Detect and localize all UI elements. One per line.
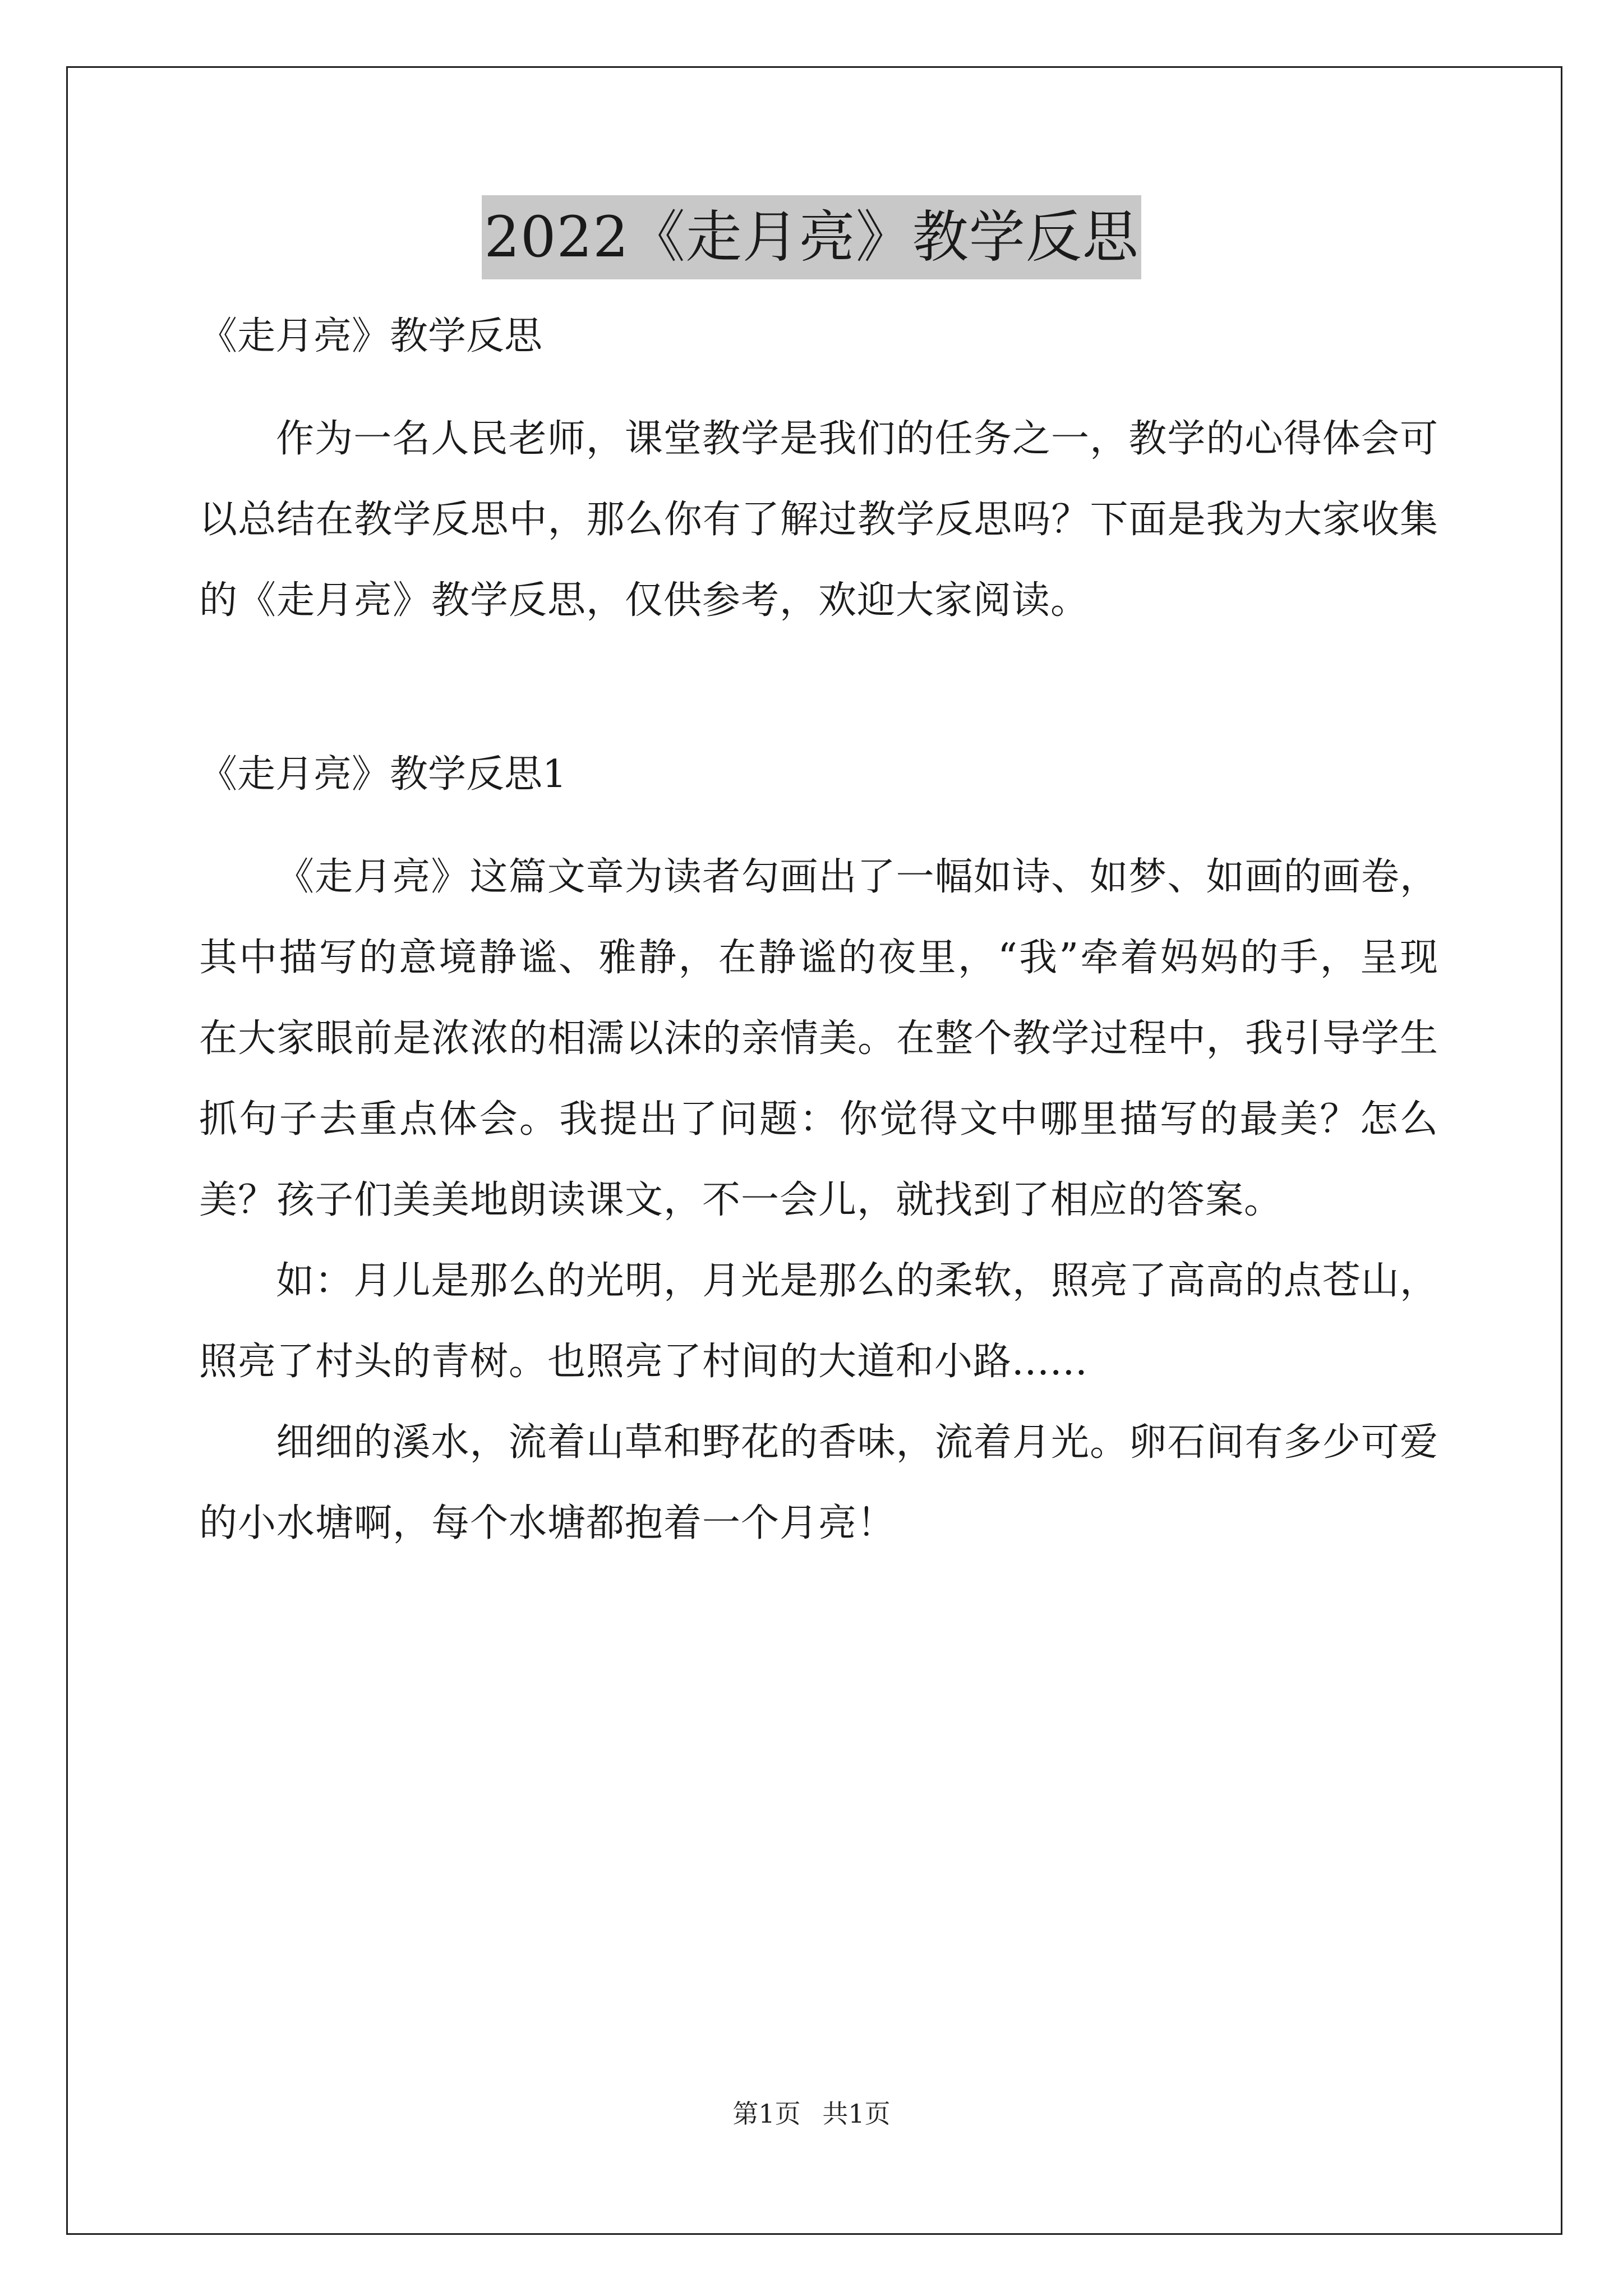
body-paragraph: 如：月儿是那么的光明，月光是那么的柔软，照亮了高高的点苍山，照亮了村头的青树。也照亮了村间的大道和小路...... [199, 1259, 1438, 1384]
subtitle-heading: 《走月亮》教学反思 [199, 314, 543, 358]
intro-paragraph: 作为一名人民老师，课堂教学是我们的任务之一，教学的心得体会可以总结在教学反思中，那么你有了解过教学反思吗？下面是我为大家收集的《走月亮》教学反思，仅供参考，欢迎大家阅读。 [199, 417, 1438, 623]
section-heading: 《走月亮》教学反思1 [199, 752, 567, 797]
body-paragraph: 细细的溪水，流着山草和野花的香味，流着月光。卵石间有多少可爱的小水塘啊，每个水塘都抱着一个月亮！ [199, 1420, 1438, 1545]
body-paragraph: 《走月亮》这篇文章为读者勾画出了一幅如诗、如梦、如画的画卷，其中描写的意境静谧、雅静，在静谧的夜里，“我”牵着妈妈的手，呈现在大家眼前是浓浓的相濡以沫的亲情美。在整个教学过程中，我引导学生抓句子去重点体会。我提出了问题：你觉得文中哪里描写的最美？怎么美？孩子们美美地朗读课文，不一会儿，就找到了相应的答案。 [199, 855, 1438, 1222]
document-title: 2022《走月亮》教学反思 [482, 195, 1141, 279]
document-body [199, 314, 1438, 1564]
page-number: 第1页 [732, 2099, 801, 2129]
page-total: 共1页 [822, 2099, 891, 2129]
page-footer [0, 2097, 1623, 2131]
title-container [0, 195, 1623, 279]
